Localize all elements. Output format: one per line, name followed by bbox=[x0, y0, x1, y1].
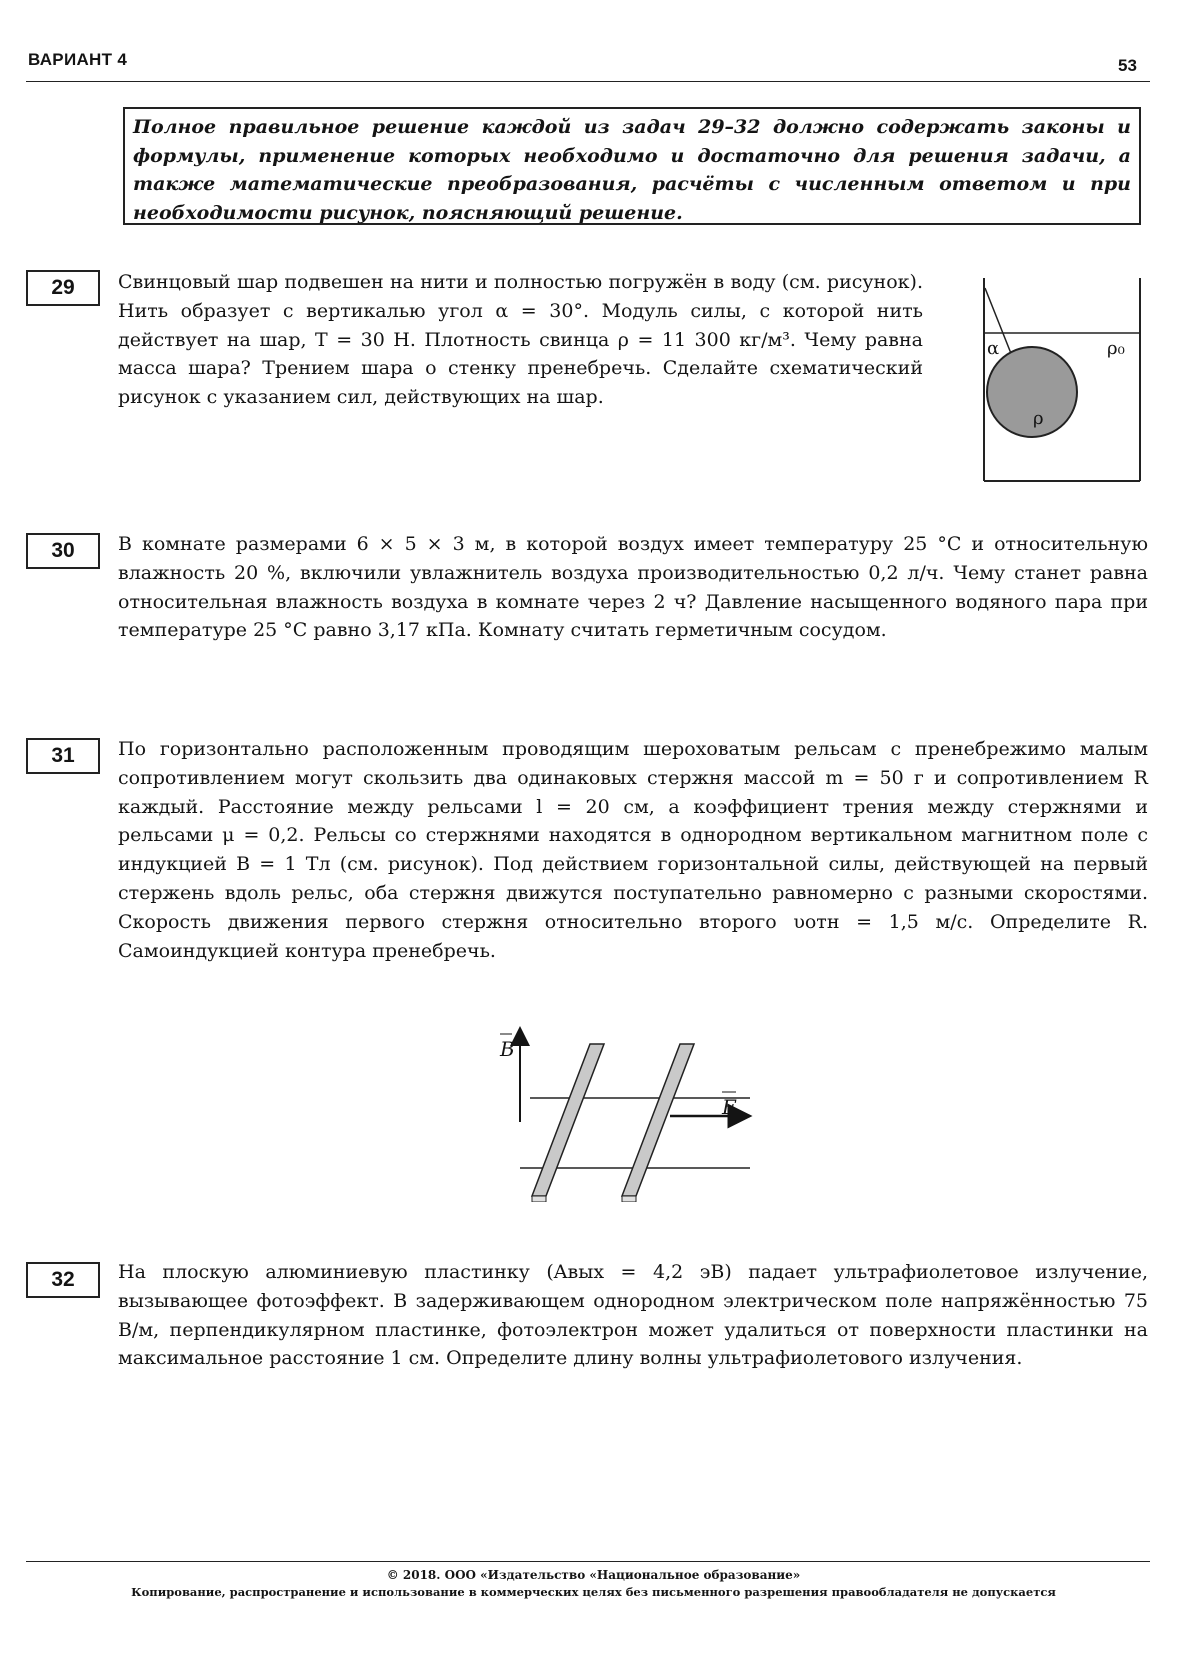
task-text-30 bbox=[118, 530, 1148, 645]
task-31-statement: По горизонтально расположенным проводящим шероховатым рельсам с пренебрежимо малым сопротивлением могут скользить два одинаковых стержня массой m = 50 г и сопротивлением R каждый. Расстояние между рельсами l = 20 см, а коэффициент трения между стержнями и рельсами μ = 0,2. Рельсы со стержнями находятся в однородном вертикальном магнитном поле с индукцией B = 1 Тл (см. рисунок). Под действием горизонтальной силы, действующей на первый стержень вдоль рельс, оба стержня движутся поступательно равномерно с разными скоростями. Скорость движения первого стержня относительно второго υотн = 1,5 м/с. Определите R. Самоиндукцией контура пренебречь. bbox=[118, 738, 1148, 962]
label-rho: ρ bbox=[1033, 408, 1044, 429]
task-30-statement: В комнате размерами 6 × 5 × 3 м, в которой воздух имеет температуру 25 °С и относительную влажность 20 %, включили увлажнитель воздуха производительностью 0,2 л/ч. Чему станет равна относительная влажность воздуха в комнате через 2 ч? Давление насыщенного водяного пара при температуре 25 °С равно 3,17 кПа. Комнату считать герметичным сосудом. bbox=[118, 533, 1148, 642]
header-divider bbox=[26, 81, 1150, 82]
copyright-notice: Копирование, распространение и использование в коммерческих целях без письменного разрешения правообладателя не допускается bbox=[131, 1585, 1056, 1599]
rod-1-end bbox=[532, 1196, 546, 1202]
page-number: 53 bbox=[1118, 56, 1137, 75]
copyright-line: © 2018. ООО «Издательство «Национальное образование» bbox=[386, 1568, 801, 1582]
task-number-32: 32 bbox=[26, 1262, 100, 1298]
rod-2-end bbox=[622, 1196, 636, 1202]
task-29-statement: Свинцовый шар подвешен на нити и полностью погружён в воду (см. рисунок). Нить образует с вертикалью угол α = 30°. Модуль силы, с которой нить действует на шар, T = 30 Н. Плотность свинца ρ = 11 300 кг/м³. Чему равна масса шара? Трением шара о стенку пренебречь. Сделайте схематический рисунок с указанием сил, действующих на шар. bbox=[118, 271, 923, 409]
task-31-figure bbox=[490, 1020, 800, 1202]
task-text-32 bbox=[118, 1258, 1148, 1373]
task-text-31 bbox=[118, 735, 1148, 965]
footer-divider bbox=[26, 1561, 1150, 1562]
variant-title: ВАРИАНТ 4 bbox=[28, 50, 128, 69]
task-29-figure bbox=[975, 278, 1145, 484]
lead-ball bbox=[987, 347, 1077, 437]
rod-1 bbox=[532, 1044, 604, 1196]
task-number-31: 31 bbox=[26, 738, 100, 774]
task-number-30: 30 bbox=[26, 533, 100, 569]
label-rho0: ρ₀ bbox=[1107, 338, 1125, 359]
task-text-29 bbox=[118, 268, 923, 412]
task-32-statement: На плоскую алюминиевую пластинку (Aвых = 4,2 эВ) падает ультрафиолетовое излучение, вызывающее фотоэффект. В задерживающем однородном электрическом поле напряжённостью 75 В/м, перпендикулярном пластинке, фотоэлектрон может удалиться от поверхности пластинки на максимальное расстояние 1 см. Определите длину волны ультрафиолетового излучения. bbox=[118, 1261, 1148, 1370]
rod-2 bbox=[622, 1044, 694, 1196]
label-alpha: α bbox=[987, 338, 1000, 359]
label-f: F bbox=[722, 1095, 736, 1119]
label-b: B bbox=[500, 1037, 515, 1061]
task-number-29: 29 bbox=[26, 270, 100, 306]
solution-requirements-note: Полное правильное решение каждой из задач 29–32 должно содержать законы и формулы, применение которых необходимо и достаточно для решения задачи, а также математические преобразования, расчёты с численным ответом и при необходимости рисунок, поясняющий решение. bbox=[123, 107, 1141, 225]
